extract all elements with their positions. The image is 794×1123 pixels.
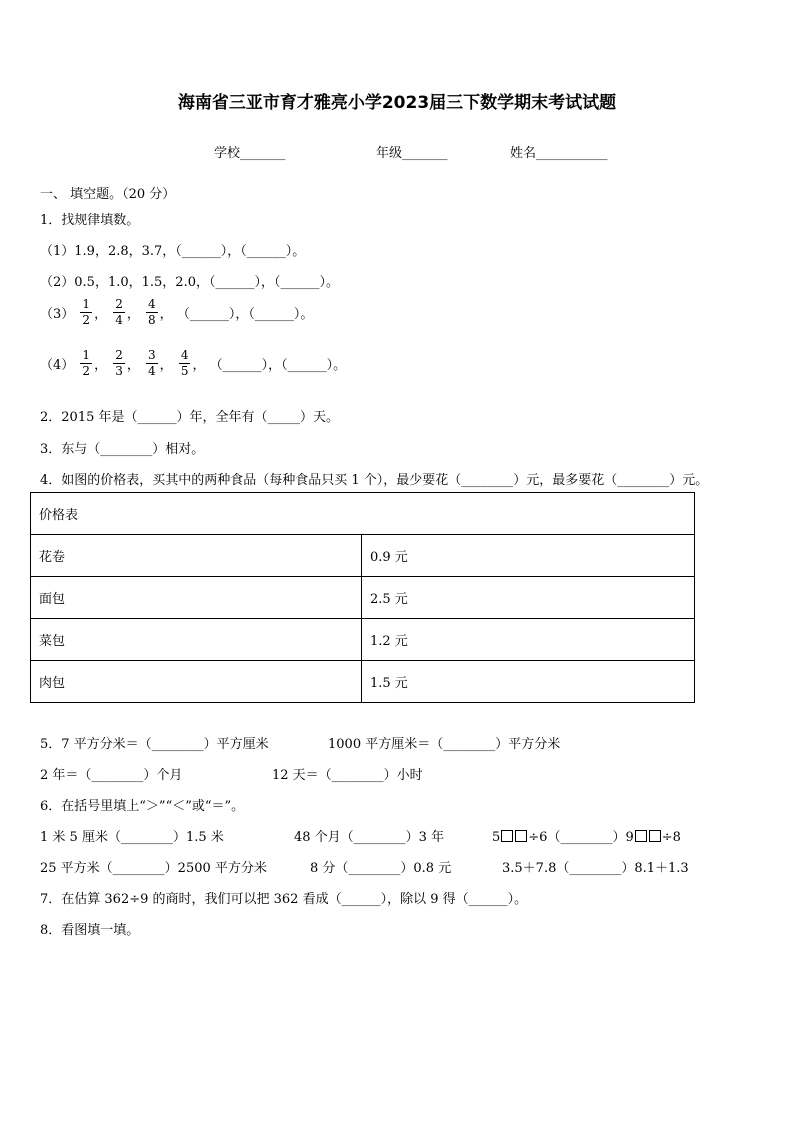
- price-cell: 1.2 元: [362, 619, 695, 661]
- price-cell: 2.5 元: [362, 577, 695, 619]
- numerator: 1: [82, 348, 91, 362]
- numerator: 2: [115, 348, 123, 362]
- blank-box: [501, 830, 513, 842]
- fraction: [146, 348, 158, 379]
- question-8: 8．看图填一填。: [40, 923, 140, 938]
- fraction: [113, 297, 125, 328]
- denominator: 4: [148, 364, 156, 378]
- question-1-stem: 1．找规律填数。: [40, 213, 140, 228]
- question-1-part-2: （2）0.5，1.0，1.5，2.0，（______），（______）。: [40, 275, 339, 290]
- numerator: 4: [148, 297, 156, 311]
- question-1-part-4: （4） $\frac{1}{2}$ ， $\frac{2}{3}$ ， $\frac{3}{4}$ ， $\frac{4}{5}$ ， （______），（______）。: [40, 348, 347, 378]
- section-heading: 一、 填空题。（20 分）: [40, 187, 176, 202]
- denominator: 3: [115, 364, 123, 378]
- question-5b: 1000 平方厘米＝（________）平方分米: [328, 737, 561, 752]
- expression: ÷8: [661, 830, 681, 845]
- fraction: [179, 348, 191, 379]
- fraction: [146, 297, 158, 328]
- blank-box: [649, 830, 661, 842]
- part-3-label: （3）: [40, 307, 75, 322]
- table-row: [31, 535, 695, 577]
- fraction: [113, 348, 125, 379]
- table-row: [31, 619, 695, 661]
- item-cell: 菜包: [31, 619, 362, 661]
- price-cell: 1.5 元: [362, 661, 695, 703]
- table-row: [31, 493, 695, 535]
- digit: 5: [492, 830, 501, 845]
- question-6-2b: 8 分（________）0.8 元: [310, 861, 452, 876]
- question-6-stem: 6．在括号里填上“＞”“＜”或“＝”。: [40, 799, 245, 814]
- table-row: [31, 577, 695, 619]
- denominator: 2: [82, 364, 91, 378]
- name-field: 姓名___________: [510, 146, 608, 161]
- question-1-part-1: （1）1.9，2.8，3.7，（______），（______）。: [40, 244, 306, 259]
- blank-box: [515, 830, 527, 842]
- school-field: 学校_______: [214, 146, 286, 161]
- question-6-1c: [492, 826, 681, 845]
- fraction: [80, 297, 92, 328]
- fraction: [80, 348, 92, 379]
- price-cell: 0.9 元: [362, 535, 695, 577]
- question-6-1a: 1 米 5 厘米（________）1.5 米: [40, 830, 224, 845]
- numerator: 2: [115, 297, 123, 311]
- blank-box: [635, 830, 647, 842]
- question-6-2a: 25 平方米（________）2500 平方分米: [40, 861, 267, 876]
- question-7: 7．在估算 362÷9 的商时，我们可以把 362 看成（______），除以 9 得（______）。: [40, 892, 528, 907]
- grade-field: 年级_______: [376, 146, 448, 161]
- numerator: 4: [180, 348, 189, 362]
- question-6-2c: 3.5＋7.8（________）8.1＋1.3: [502, 861, 689, 876]
- question-5c: 2 年＝（________）个月: [40, 768, 183, 783]
- numerator: 1: [82, 297, 91, 311]
- denominator: 5: [180, 364, 189, 378]
- numerator: 3: [148, 348, 156, 362]
- price-table: [30, 492, 695, 703]
- question-3: 3．东与（________）相对。: [40, 442, 205, 457]
- item-cell: 面包: [31, 577, 362, 619]
- question-1-part-3: （3） $\frac{1}{2}$ ， $\frac{2}{4}$ ， $\frac{4}{8}$ ， （______），（______）。: [40, 297, 314, 327]
- item-cell: 肉包: [31, 661, 362, 703]
- denominator: 8: [148, 313, 156, 327]
- denominator: 4: [115, 313, 123, 327]
- item-cell: 花卷: [31, 535, 362, 577]
- question-4: 4．如图的价格表，买其中的两种食品（每种食品只买 1 个），最少要花（________）元，最多要花（________）元。: [40, 473, 709, 488]
- part-3-blanks: （______），（______）。: [176, 307, 314, 322]
- question-5d: 12 天＝（________）小时: [272, 768, 423, 783]
- denominator: 2: [82, 313, 91, 327]
- question-5a: 5．7 平方分米＝（________）平方厘米: [40, 737, 269, 752]
- question-6-1b: 48 个月（________）3 年: [294, 830, 445, 845]
- table-row: [31, 661, 695, 703]
- part-4-blanks: （______），（______）。: [209, 358, 347, 373]
- table-header: 价格表: [31, 493, 695, 535]
- expression: ÷6（________）9: [528, 830, 634, 845]
- question-2: 2．2015 年是（______）年，全年有（_____）天。: [40, 410, 339, 425]
- page-title: 海南省三亚市育才雅亮小学2023届三下数学期末考试试题: [177, 93, 617, 113]
- part-4-label: （4）: [40, 358, 75, 373]
